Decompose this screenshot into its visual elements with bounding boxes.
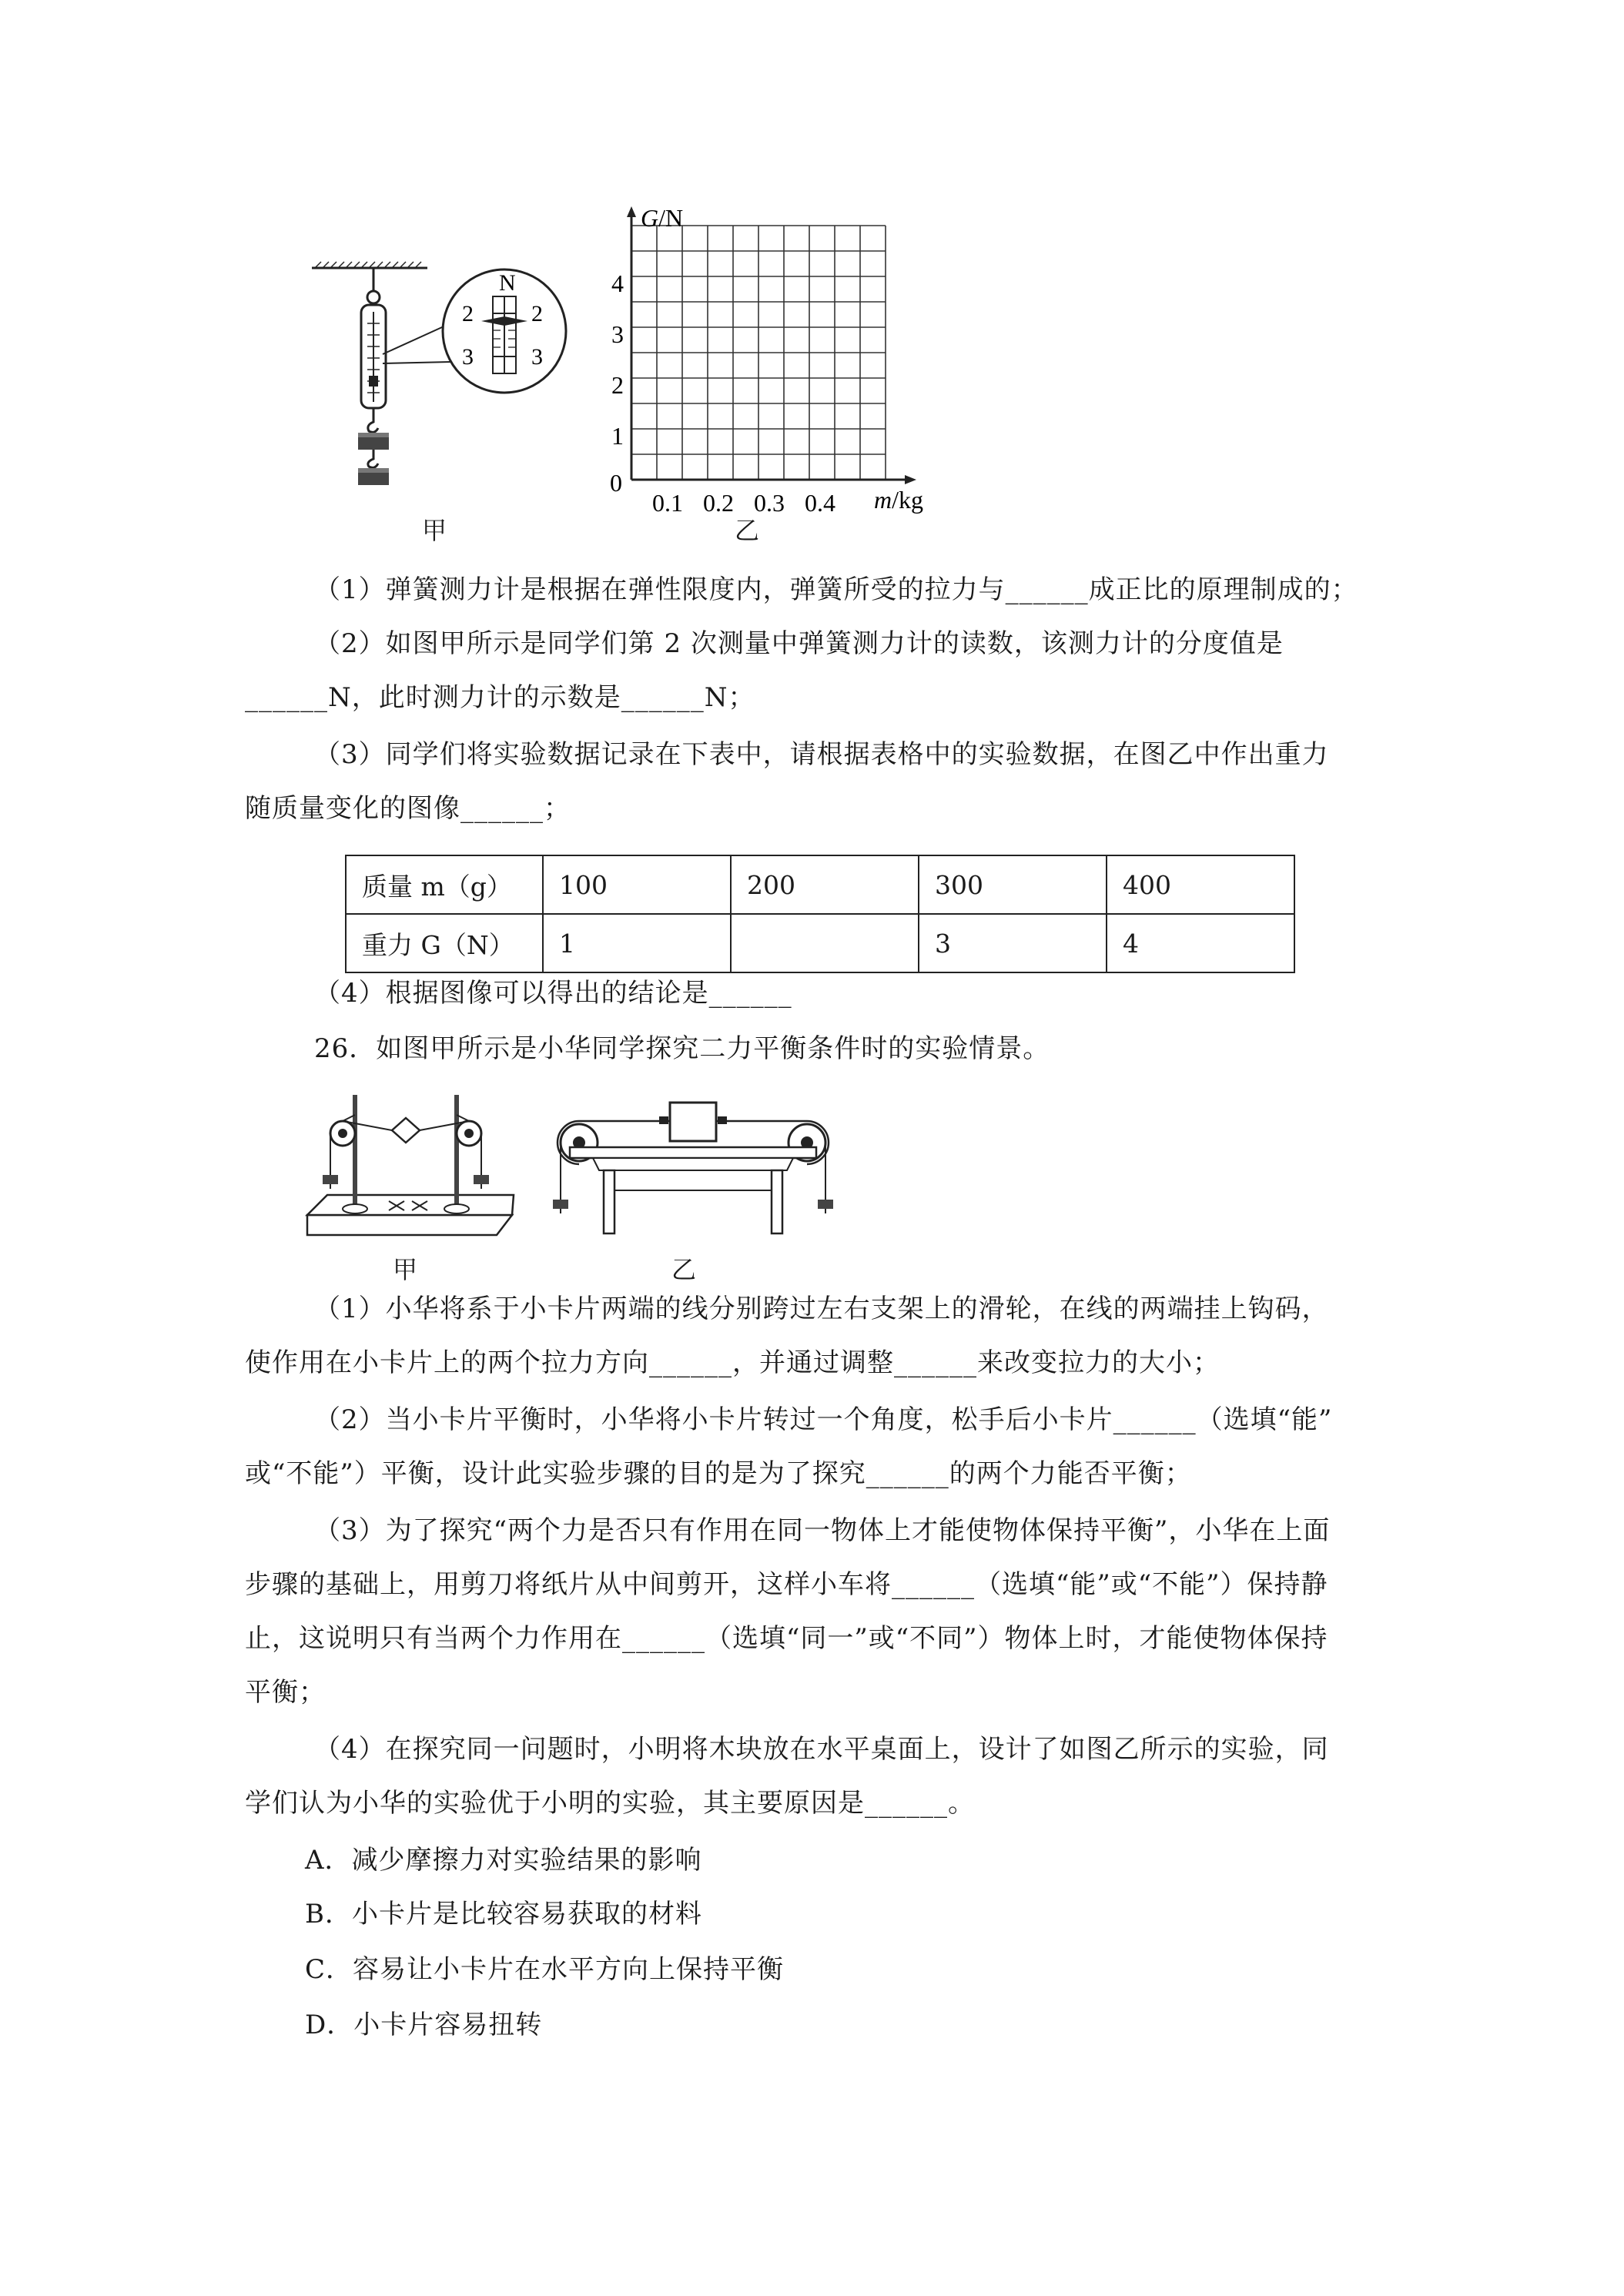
q26-option-d: D．小卡片容易扭转 [305, 2010, 543, 2040]
table-cell: 1 [543, 914, 731, 972]
graph-y-tick-2: 2 [611, 371, 624, 399]
q25-part3-line1: （3）同学们将实验数据记录在下表中，请根据表格中的实验数据，在图乙中作出重力 [314, 739, 1329, 770]
table-cell: 4 [1107, 914, 1294, 972]
q26-part3-line2: 步骤的基础上，用剪刀将纸片从中间剪开，这样小车将______（选填“能”或“不能”）保持静 [245, 1569, 1328, 1600]
graph-x-tick-04: 0.4 [805, 489, 835, 514]
q25-part2-line1: （2）如图甲所示是同学们第 2 次测量中弹簧测力计的读数，该测力计的分度值是 [314, 628, 1284, 659]
q26-part2-line1: （2）当小卡片平衡时，小华将小卡片转过一个角度，松手后小卡片______（选填“能” [314, 1404, 1333, 1435]
graph-y-tick-1: 1 [611, 422, 624, 450]
q26-option-c: C．容易让小卡片在水平方向上保持平衡 [305, 1954, 785, 1985]
table-cell: 300 [919, 855, 1107, 914]
graph-origin-label: 0 [610, 469, 622, 497]
graph-y-tick-4: 4 [611, 269, 624, 297]
figure-card-pulley-setup [296, 1084, 520, 1247]
table-cell: 400 [1107, 855, 1294, 914]
q25-part4: （4）根据图像可以得出的结论是______ [314, 978, 792, 1009]
figure-graph-grid [601, 206, 963, 514]
dial-tick-right-2: 2 [531, 301, 543, 326]
dial-tick-left-2: 2 [462, 301, 474, 326]
q26-part3-line4: 平衡； [245, 1677, 326, 1708]
q25-part1: （1）弹簧测力计是根据在弹性限度内，弹簧所受的拉力与______成正比的原理制成的； [314, 574, 1358, 605]
figure-block-table-setup [539, 1092, 847, 1246]
q26-part1-line2: 使作用在小卡片上的两个拉力方向______，并通过调整______来改变拉力的大小； [245, 1347, 1220, 1378]
q25-part2-line2: ______N，此时测力计的示数是______N； [245, 682, 755, 713]
graph-y-tick-3: 3 [611, 320, 624, 348]
table-row [346, 855, 1294, 914]
dial-tick-left-3: 3 [462, 344, 474, 370]
q26-part4-line2: 学们认为小华的实验优于小明的实验，其主要原因是______。 [245, 1788, 975, 1819]
table-cell: 3 [919, 914, 1107, 972]
figure-label-yi: 乙 [735, 516, 760, 545]
figure-dial-magnifier [439, 266, 570, 397]
q26-part4-line1: （4）在探究同一问题时，小明将木块放在水平桌面上，设计了如图乙所示的实验，同 [314, 1734, 1329, 1765]
table-cell [731, 914, 919, 972]
figure-label-jia-2: 甲 [393, 1255, 418, 1284]
table-cell: 200 [731, 855, 919, 914]
graph-x-tick-02: 0.2 [703, 489, 734, 514]
q25-part3-line2: 随质量变化的图像______； [245, 793, 571, 824]
q26-part3-line1: （3）为了探究“两个力是否只有作用在同一物体上才能使物体保持平衡”，小华在上面 [314, 1515, 1331, 1546]
table-cell: 重力 G（N） [346, 914, 543, 972]
graph-x-axis-title: m/kg [874, 486, 923, 514]
graph-grid-lines [631, 226, 886, 480]
q26-part3-line3: 止，这说明只有当两个力作用在______（选填“同一”或“不同”）物体上时，才能使物体保持 [245, 1623, 1328, 1654]
dial-unit-label: N [499, 270, 516, 296]
q26-option-b: B．小卡片是比较容易获取的材料 [305, 1899, 702, 1930]
q25-data-table [345, 855, 1295, 973]
table-cell: 100 [543, 855, 731, 914]
graph-x-tick-01: 0.1 [652, 489, 683, 514]
graph-x-tick-03: 0.3 [754, 489, 785, 514]
q26-part1-line1: （1）小华将系于小卡片两端的线分别跨过左右支架上的滑轮，在线的两端挂上钩码， [314, 1294, 1329, 1324]
figure-label-yi-2: 乙 [671, 1255, 697, 1284]
table-row [346, 914, 1294, 972]
dial-tick-right-3: 3 [531, 344, 543, 370]
q26-option-a: A．减少摩擦力对实验结果的影响 [305, 1845, 702, 1876]
figure-label-jia: 甲 [422, 516, 447, 545]
graph-y-axis-title: G/N [641, 206, 684, 232]
q26-intro: 26．如图甲所示是小华同学探究二力平衡条件时的实验情景。 [314, 1033, 1050, 1064]
table-cell: 质量 m（g） [346, 855, 543, 914]
q26-part2-line2: 或“不能”）平衡，设计此实验步骤的目的是为了探究______的两个力能否平衡； [245, 1458, 1192, 1489]
